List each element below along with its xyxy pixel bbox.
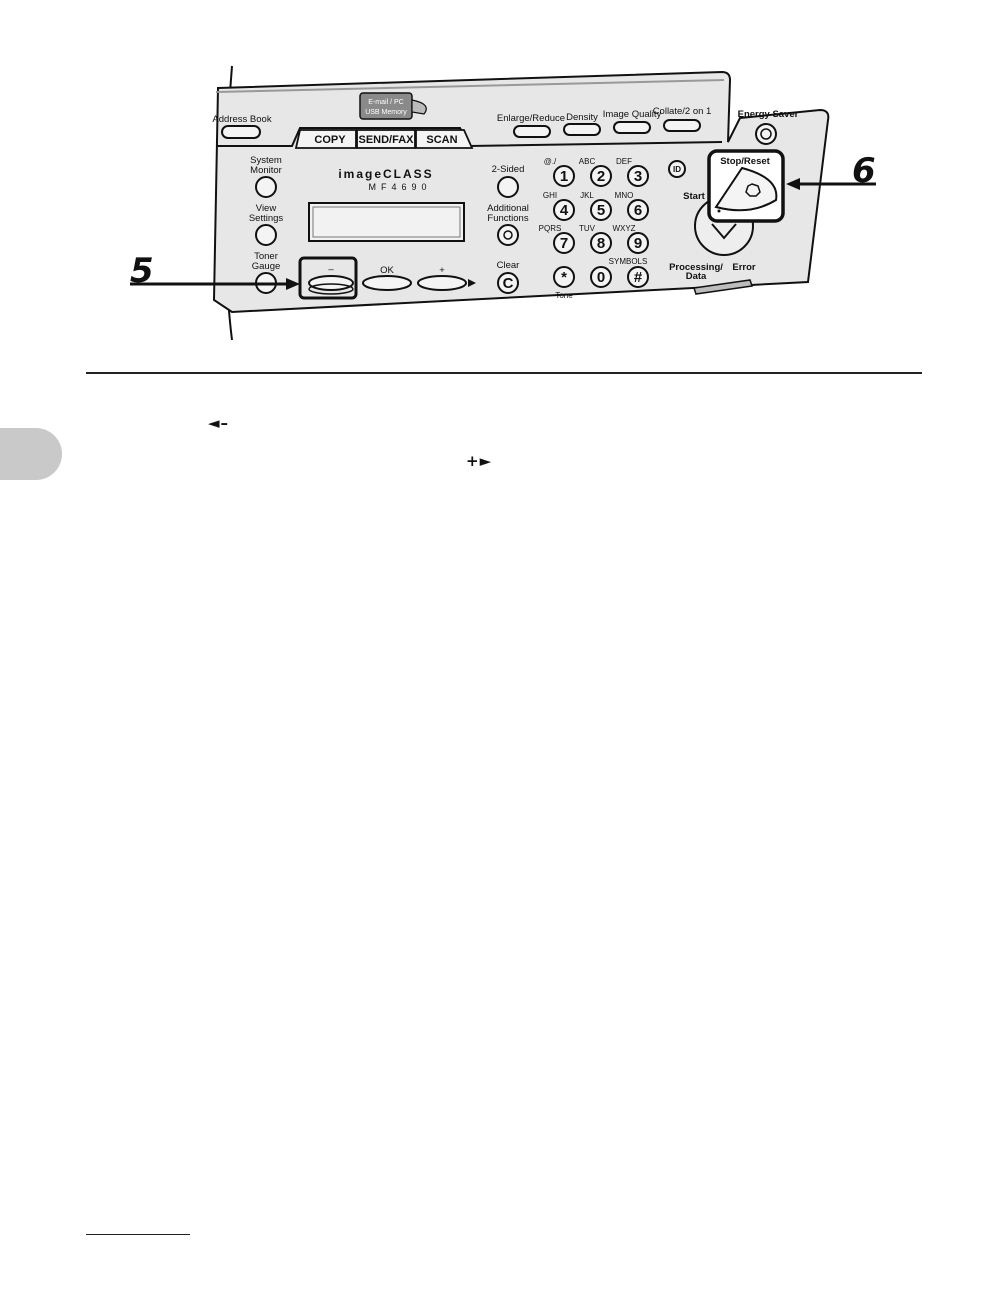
keypad-letters: MNO — [614, 191, 634, 200]
ok-button[interactable] — [363, 276, 411, 290]
keypad-letters: JKL — [580, 191, 594, 200]
keypad-digit: 0 — [596, 269, 606, 286]
lcd-display — [309, 203, 464, 241]
keypad-letters: PQRS — [538, 224, 562, 233]
density-button[interactable] — [564, 124, 600, 135]
image-quality-label: Image Quality — [602, 109, 662, 120]
system-monitor-label-2: Monitor — [250, 165, 282, 176]
plus-button[interactable] — [418, 276, 466, 290]
start-label: Start — [683, 191, 705, 202]
model-name: imageCLASS — [338, 167, 434, 181]
toner-gauge-label-2: Gauge — [251, 261, 281, 272]
keypad-letters: GHI — [542, 191, 558, 200]
keypad-digit: 1 — [559, 168, 569, 185]
two-sided-button[interactable] — [498, 177, 518, 197]
email-pc-line2: USB Memory — [365, 109, 407, 116]
model-number: MF4690 — [368, 182, 432, 192]
step-5-callout: 5 — [130, 251, 154, 291]
keypad-letters: DEF — [616, 157, 632, 166]
tab-send-fax-label: SEND/FAX — [358, 134, 414, 146]
processing-label-1: Processing/ — [669, 262, 723, 273]
numeric-keypad — [539, 157, 648, 300]
keypad-digit: # — [633, 269, 643, 286]
additional-functions-button[interactable] — [498, 225, 518, 245]
energy-saver-label: Energy Saver — [737, 109, 799, 120]
keypad-letters: ABC — [578, 157, 596, 166]
image-quality-button[interactable] — [614, 122, 650, 133]
minus-label: – — [328, 264, 334, 275]
control-panel-illustration — [0, 0, 1008, 350]
density-label: Density — [566, 112, 598, 123]
keypad-letters: @./ — [543, 157, 557, 166]
keypad-digit: 7 — [559, 235, 569, 252]
view-settings-label-2: Settings — [248, 213, 284, 224]
footnote-rule — [86, 1234, 190, 1235]
toner-gauge-label-1: Toner — [254, 251, 278, 262]
enlarge-reduce-button[interactable] — [514, 126, 550, 137]
keypad-letters: TUV — [579, 224, 595, 233]
clear-key-glyph: C — [502, 275, 514, 292]
address-book-label: Address Book — [212, 114, 272, 125]
keypad-digit: 6 — [633, 202, 643, 219]
error-label: Error — [732, 262, 756, 273]
collate-button[interactable] — [664, 120, 700, 131]
system-monitor-button[interactable] — [256, 177, 276, 197]
left-minus-key-glyph: ◄– — [208, 414, 230, 432]
enlarge-reduce-label: Enlarge/Reduce — [496, 113, 566, 124]
system-monitor-label-1: System — [250, 155, 282, 166]
view-settings-button[interactable] — [256, 225, 276, 245]
chapter-side-tab — [0, 428, 62, 480]
plus-right-key-glyph: +► — [466, 452, 493, 470]
keypad-digit: 4 — [559, 202, 569, 219]
email-pc-line1: E-mail / PC — [368, 99, 404, 106]
clear-label: Clear — [496, 260, 520, 271]
keypad-letters: Tone — [555, 291, 573, 300]
additional-functions-label-2: Functions — [487, 213, 529, 224]
section-divider — [86, 372, 922, 374]
keypad-letters: SYMBOLS — [608, 257, 648, 266]
additional-functions-label-1: Additional — [487, 203, 529, 214]
energy-saver-button[interactable] — [756, 124, 776, 144]
keypad-digit: 8 — [596, 235, 606, 252]
keypad-digit: 3 — [633, 168, 643, 185]
plus-label: + — [439, 265, 445, 276]
processing-label-2: Data — [685, 271, 707, 282]
minus-button[interactable] — [309, 276, 353, 290]
ok-label: OK — [380, 265, 394, 276]
collate-label: Collate/2 on 1 — [652, 106, 712, 117]
stop-reset-label: Stop/Reset — [720, 156, 770, 167]
id-key-label: ID — [673, 165, 681, 174]
keypad-digit: * — [561, 269, 567, 286]
step-6-callout: 6 — [852, 151, 876, 191]
view-settings-label-1: View — [255, 203, 277, 214]
two-sided-label: 2-Sided — [491, 164, 525, 175]
keypad-digit: 5 — [596, 202, 606, 219]
tab-copy-label: COPY — [314, 134, 346, 146]
keypad-digit: 9 — [633, 235, 643, 252]
tab-scan-label: SCAN — [426, 134, 458, 146]
keypad-digit: 2 — [596, 168, 606, 185]
keypad-letters: WXYZ — [612, 224, 636, 233]
address-book-button[interactable] — [222, 126, 260, 138]
